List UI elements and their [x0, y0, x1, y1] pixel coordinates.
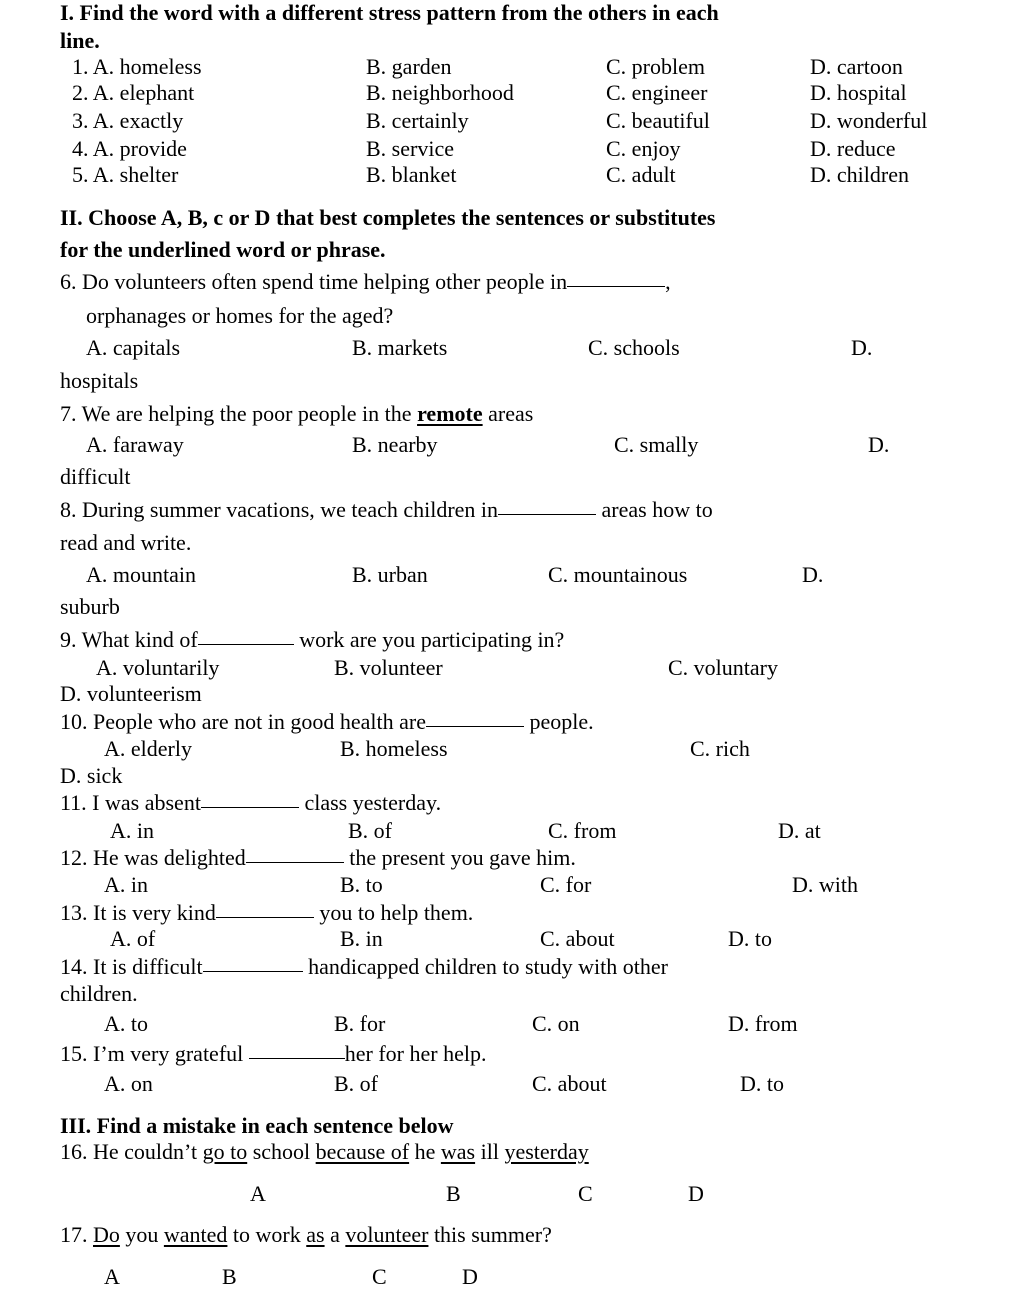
- q14-option-d: D. from: [728, 1011, 798, 1036]
- q17-underlined-c: as: [306, 1222, 325, 1247]
- q3-option-d: D. wonderful: [810, 108, 928, 133]
- q17-text-5: this summer?: [428, 1222, 552, 1247]
- q13-stem-end: you to help them.: [313, 900, 474, 925]
- q14-blank: [203, 970, 303, 972]
- q16-underlined-d: yesterday: [504, 1139, 589, 1164]
- q17-underlined-b: wanted: [163, 1222, 228, 1247]
- q8-stem: [60, 499, 713, 521]
- q15-stem: [60, 1043, 486, 1065]
- q14-option-b: B. for: [334, 1011, 386, 1036]
- section1-title-line1: I. Find the word with a different stress pattern from the others in each: [60, 0, 719, 25]
- q16-sentence: [60, 1141, 589, 1163]
- q6-stem-end: ,: [665, 269, 671, 294]
- section2-title-line2: for the underlined word or phrase.: [60, 237, 386, 262]
- q12-option-d: D. with: [792, 872, 858, 897]
- q12-stem-text: 12. He was delighted: [60, 845, 246, 870]
- q14-stem-text: 14. It is difficult: [60, 954, 203, 979]
- q16-label-b: B: [446, 1181, 461, 1206]
- q8-option-c: C. mountainous: [548, 562, 688, 587]
- q10-stem-end: people.: [523, 709, 594, 734]
- q16-text-3: he: [409, 1139, 441, 1164]
- q1-option-d: D. cartoon: [810, 54, 903, 79]
- q8-stem-end: areas how to: [596, 497, 713, 522]
- q7-option-d-text: difficult: [60, 464, 131, 489]
- q7-option-d-label: D.: [868, 432, 890, 457]
- q4-option-b: B. service: [366, 136, 454, 161]
- q17-underlined-a: Do: [93, 1222, 120, 1247]
- q11-option-a: A. in: [110, 818, 154, 843]
- q11-option-c: C. from: [548, 818, 617, 843]
- q10-option-a: A. elderly: [104, 736, 192, 761]
- q15-stem-text: 15. I’m very grateful: [60, 1041, 249, 1066]
- q9-stem-end: work are you participating in?: [293, 627, 565, 652]
- q6-blank: [567, 285, 665, 287]
- q12-option-a: A. in: [104, 872, 148, 897]
- q4-option-c: C. enjoy: [606, 136, 681, 161]
- q17-text-3: to work: [227, 1222, 307, 1247]
- q10-option-d: D. sick: [60, 763, 123, 788]
- q3-option-b: B. certainly: [366, 108, 469, 133]
- q8-stem-text: 8. During summer vacations, we teach children in: [60, 497, 499, 522]
- q1-option-a: 1. A. homeless: [72, 54, 202, 79]
- q5-option-c: C. adult: [606, 162, 676, 187]
- q9-option-b: B. volunteer: [334, 655, 443, 680]
- q14-stem: [60, 956, 668, 978]
- q11-stem-text: 11. I was absent: [60, 790, 201, 815]
- q7-option-c: C. smally: [614, 432, 699, 457]
- q16-underlined-a: go to: [202, 1139, 248, 1164]
- q8-option-d-label: D.: [802, 562, 824, 587]
- q1-option-c: C. problem: [606, 54, 705, 79]
- q10-stem: [60, 711, 594, 733]
- q13-option-a: A. of: [110, 926, 156, 951]
- q3-option-c: C. beautiful: [606, 108, 710, 133]
- q7-stem-text: 7. We are helping the poor people in the: [60, 401, 418, 426]
- q6-option-c: C. schools: [588, 335, 680, 360]
- q17-label-c: C: [372, 1264, 387, 1289]
- q15-option-b: B. of: [334, 1071, 378, 1096]
- q11-stem-end: class yesterday.: [298, 790, 442, 815]
- q6-stem-text: 6. Do volunteers often spend time helping other people in: [60, 269, 568, 294]
- q13-blank: [216, 916, 314, 918]
- section3-title: III. Find a mistake in each sentence below: [60, 1113, 454, 1138]
- q13-option-d: D. to: [728, 926, 772, 951]
- q6-option-a: A. capitals: [86, 335, 181, 360]
- q17-sentence: [60, 1224, 552, 1246]
- q16-label-d: D: [688, 1181, 704, 1206]
- q8-stem-line2: read and write.: [60, 530, 192, 555]
- q14-option-c: C. on: [532, 1011, 580, 1036]
- q2-option-c: C. engineer: [606, 80, 708, 105]
- q15-option-d: D. to: [740, 1071, 784, 1096]
- q13-option-c: C. about: [540, 926, 615, 951]
- q15-option-a: A. on: [104, 1071, 153, 1096]
- q6-option-d-label: D.: [851, 335, 873, 360]
- q14-stem-end: handicapped children to study with other: [302, 954, 668, 979]
- q12-option-b: B. to: [340, 872, 383, 897]
- q16-text-4: ill: [475, 1139, 505, 1164]
- q5-option-b: B. blanket: [366, 162, 457, 187]
- q12-blank: [246, 861, 344, 863]
- q9-stem-text: 9. What kind of: [60, 627, 198, 652]
- section1-title-line2: line.: [60, 28, 100, 53]
- q6-stem: [60, 271, 671, 293]
- q15-blank: [249, 1057, 345, 1059]
- q7-stem: [60, 403, 533, 425]
- q8-blank: [498, 513, 596, 515]
- q17-label-b: B: [222, 1264, 237, 1289]
- q8-option-b: B. urban: [352, 562, 428, 587]
- q3-option-a: 3. A. exactly: [72, 108, 184, 133]
- q14-stem-line2: children.: [60, 981, 138, 1006]
- q16-text-1: 16. He couldn’t: [60, 1139, 203, 1164]
- q9-stem: [60, 629, 564, 651]
- q7-option-b: B. nearby: [352, 432, 438, 457]
- q2-option-a: 2. A. elephant: [72, 80, 195, 105]
- q17-label-a: A: [104, 1264, 120, 1289]
- q12-option-c: C. for: [540, 872, 592, 897]
- q8-option-d-text: suburb: [60, 594, 120, 619]
- q11-blank: [201, 806, 299, 808]
- q5-option-d: D. children: [810, 162, 909, 187]
- q17-text-2: you: [119, 1222, 164, 1247]
- q13-stem: [60, 902, 473, 924]
- q16-label-a: A: [250, 1181, 266, 1206]
- q6-option-b: B. markets: [352, 335, 448, 360]
- q6-option-d-text: hospitals: [60, 368, 139, 393]
- q12-stem: [60, 847, 576, 869]
- q10-option-b: B. homeless: [340, 736, 448, 761]
- q2-option-d: D. hospital: [810, 80, 907, 105]
- q9-option-c: C. voluntary: [668, 655, 778, 680]
- q4-option-a: 4. A. provide: [72, 136, 187, 161]
- q15-stem-end: her for her help.: [344, 1041, 487, 1066]
- q7-stem-end: areas: [482, 401, 534, 426]
- q15-option-c: C. about: [532, 1071, 607, 1096]
- q5-option-a: 5. A. shelter: [72, 162, 179, 187]
- q17-label-d: D: [462, 1264, 478, 1289]
- q11-option-d: D. at: [778, 818, 821, 843]
- q17-underlined-d: volunteer: [345, 1222, 429, 1247]
- q4-option-d: D. reduce: [810, 136, 896, 161]
- q16-label-c: C: [578, 1181, 593, 1206]
- q1-option-b: B. garden: [366, 54, 452, 79]
- q11-option-b: B. of: [348, 818, 392, 843]
- q13-stem-text: 13. It is very kind: [60, 900, 216, 925]
- q16-underlined-c: was: [440, 1139, 476, 1164]
- q10-stem-text: 10. People who are not in good health are: [60, 709, 426, 734]
- q12-stem-end: the present you gave him.: [343, 845, 576, 870]
- q13-option-b: B. in: [340, 926, 383, 951]
- q6-stem-line2: orphanages or homes for the aged?: [86, 303, 394, 328]
- q2-option-b: B. neighborhood: [366, 80, 514, 105]
- q10-option-c: C. rich: [690, 736, 750, 761]
- q11-stem: [60, 792, 441, 814]
- q7-option-a: A. faraway: [86, 432, 184, 457]
- q17-text-1: 17.: [60, 1222, 93, 1247]
- q16-underlined-b: because of: [315, 1139, 410, 1164]
- section2-title-line1: II. Choose A, B, c or D that best completes the sentences or substitutes: [60, 205, 716, 230]
- q14-option-a: A. to: [104, 1011, 148, 1036]
- q17-text-4: a: [324, 1222, 346, 1247]
- q8-option-a: A. mountain: [86, 562, 196, 587]
- q9-option-d: D. volunteerism: [60, 681, 202, 706]
- q9-blank: [198, 643, 294, 645]
- q7-underlined-word: remote: [417, 401, 483, 426]
- q16-text-2: school: [247, 1139, 316, 1164]
- q10-blank: [426, 725, 524, 727]
- q9-option-a: A. voluntarily: [96, 655, 220, 680]
